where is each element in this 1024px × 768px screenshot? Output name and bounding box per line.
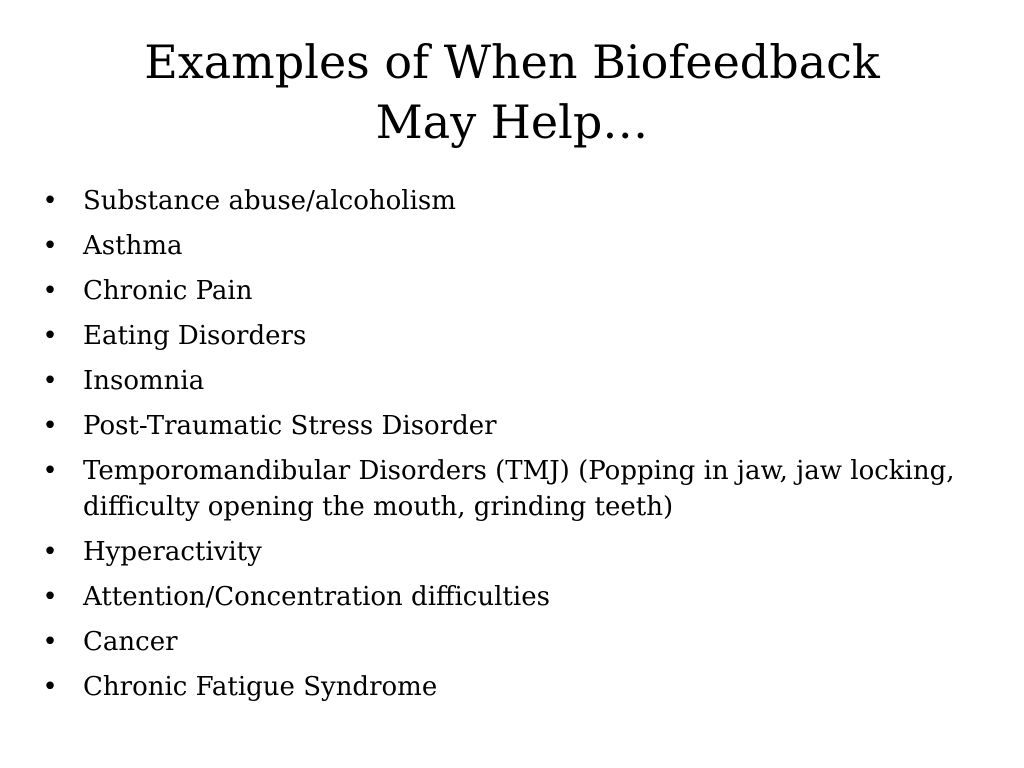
bullet-list	[40, 183, 990, 714]
list-item-text: Chronic Pain	[83, 276, 253, 306]
list-item	[40, 408, 990, 444]
list-item-text: Asthma	[83, 231, 183, 261]
list-item	[40, 228, 990, 264]
bullet-icon: •	[42, 366, 58, 396]
list-item	[40, 183, 990, 219]
list-item-text: Temporomandibular Disorders (TMJ) (Popping in jaw, jaw locking, difficulty opening the mouth, grinding teeth)	[83, 456, 955, 522]
list-item	[40, 453, 990, 525]
bullet-icon: •	[42, 456, 58, 486]
bullet-icon: •	[42, 231, 58, 261]
list-item-text: Chronic Fatigue Syndrome	[83, 672, 438, 702]
list-item-text: Insomnia	[83, 366, 205, 396]
list-item	[40, 579, 990, 615]
list-item	[40, 624, 990, 660]
list-item-text: Cancer	[83, 627, 178, 657]
bullet-icon: •	[42, 582, 58, 612]
list-item-text: Post-Traumatic Stress Disorder	[83, 411, 497, 441]
bullet-icon: •	[42, 321, 58, 351]
slide-title	[0, 32, 1024, 152]
bullet-icon: •	[42, 672, 58, 702]
list-item	[40, 273, 990, 309]
list-item	[40, 534, 990, 570]
list-item-text: Substance abuse/alcoholism	[83, 186, 456, 216]
list-item-text: Hyperactivity	[83, 537, 262, 567]
list-item-text: Eating Disorders	[83, 321, 307, 351]
list-item	[40, 363, 990, 399]
bullet-icon: •	[42, 411, 58, 441]
bullet-icon: •	[42, 276, 58, 306]
list-item	[40, 669, 990, 705]
slide-title-line-2: May Help…	[375, 95, 649, 149]
bullet-icon: •	[42, 537, 58, 567]
slide-title-line-1: Examples of When Biofeedback	[144, 35, 880, 89]
list-item	[40, 318, 990, 354]
bullet-icon: •	[42, 627, 58, 657]
bullet-icon: •	[42, 186, 58, 216]
list-item-text: Attention/Concentration difficulties	[83, 582, 550, 612]
